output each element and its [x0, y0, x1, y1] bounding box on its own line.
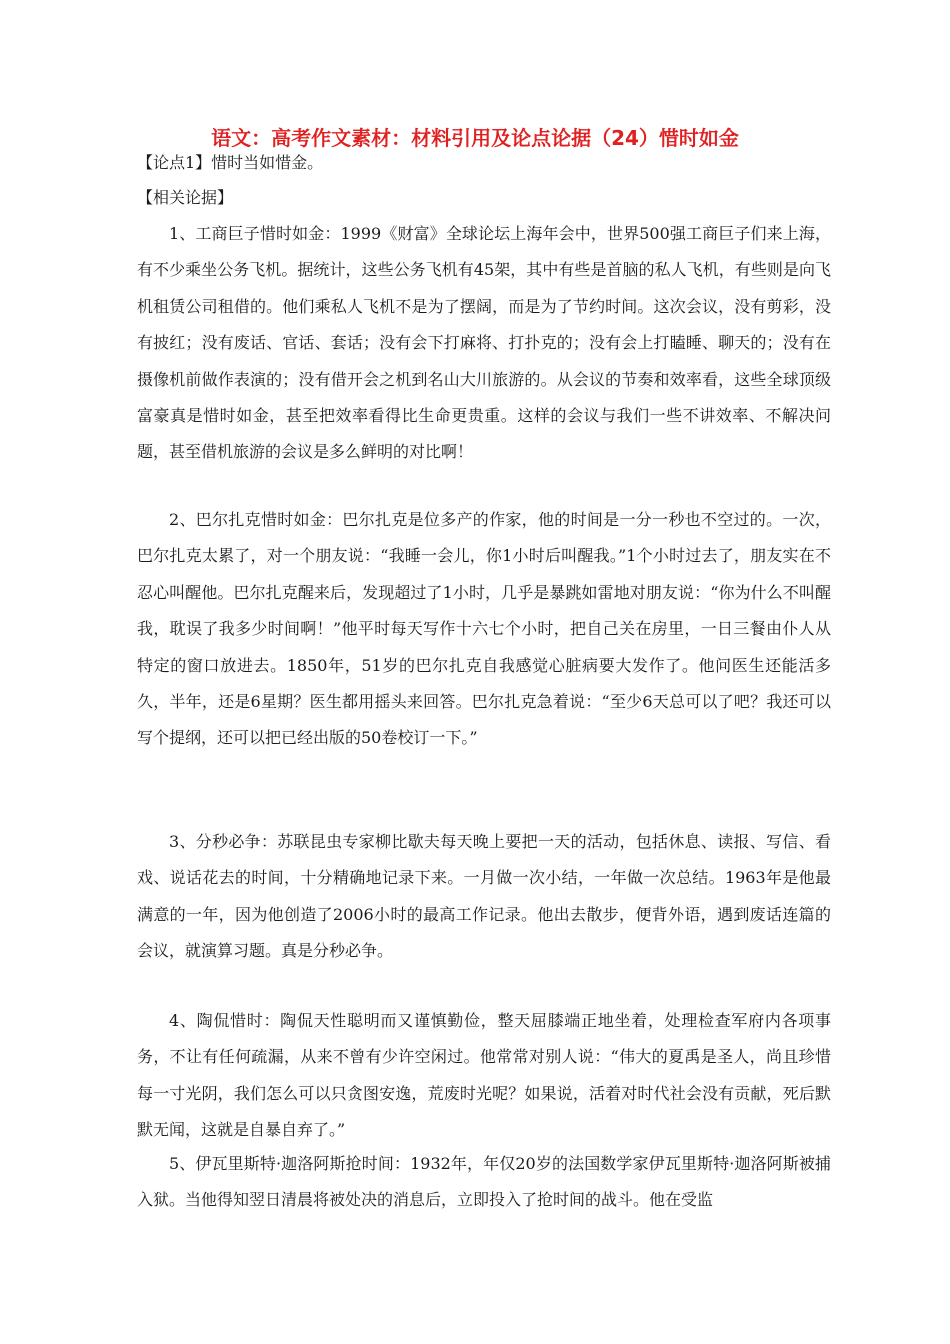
evidence-paragraph-2: 2、巴尔扎克惜时如金：巴尔扎克是位多产的作家，他的时间是一分一秒也不空过的。一次，巴尔扎克太累了，对一个朋友说：“我睡一会儿，你1小时后叫醒我。”1个小时过去了，朋友实在不忍心叫醒他。巴尔扎克醒来后，发现超过了1小时，几乎是暴跳如雷地对朋友说：“你为什么不叫醒我，耽误了我多少时间啊！”他平时每天写作十六七个小时，把自己关在房里，一日三餐由仆人从特定的窗口放进去。1850年，51岁的巴尔扎克自我感觉心脏病要大发作了。他问医生还能活多久，半年，还是6星期？医生都用摇头来回答。巴尔扎克急着说：“至少6天总可以了吧？我还可以写个提纲，还可以把已经出版的50卷校订一下。” [137, 510, 831, 748]
evidence-paragraph-5: 5、伊瓦里斯特·迦洛阿斯抢时间：1932年，年仅20岁的法国数学家伊瓦里斯特·迦洛阿斯被捕入狱。当他得知翌日清晨将被处决的消息后，立即投入了抢时间的战斗。他在受监 [137, 1154, 831, 1210]
evidence-paragraph-3: 3、分秒必争：苏联昆虫专家柳比歇夫每天晚上要把一天的活动，包括休息、读报、写信、看戏、说话花去的时间，十分精确地记录下来。一月做一次小结，一年做一次总结。1963年是他最满意的一年，因为他创造了2006小时的最高工作记录。他出去散步，便背外语，遇到废话连篇的会议，就演算习题。真是分秒必争。 [137, 832, 831, 961]
evidence-paragraph-1: 1、工商巨子惜时如金：1999《财富》全球论坛上海年会中，世界500强工商巨子们来上海，有不少乘坐公务飞机。据统计，这些公务飞机有45架，其中有些是首脑的私人飞机，有些则是向飞机租赁公司租借的。他们乘私人飞机不是为了摆阔，而是为了节约时间。这次会议，没有剪彩，没有披红；没有废话、官话、套话；没有会下打麻将、打扑克的；没有会上打瞌睡、聊天的；没有在摄像机前做作表演的；没有借开会之机到名山大川旅游的。从会议的节奏和效率看，这些全球顶级富豪真是惜时如金，甚至把效率看得比生命更贵重。这样的会议与我们一些不讲效率、不解决问题，甚至借机旅游的会议是多么鲜明的对比啊！ [137, 224, 831, 462]
evidence-paragraph-4: 4、陶侃惜时：陶侃天性聪明而又谨慎勤俭，整天屈膝端正地坐着，处理检查军府内各项事务，不让有任何疏漏，从来不曾有少许空闲过。他常常对别人说：“伟大的夏禹是圣人，尚且珍惜每一寸光阴，我们怎么可以只贪图安逸，荒废时光呢？如果说，活着对时代社会没有贡献，死后默默无闻，这就是自暴自弃了。” [137, 1011, 831, 1140]
evidence-heading: 【相关论据】 [137, 188, 234, 207]
document-title: 语文：高考作文素材：材料引用及论点论据（24）惜时如金 [211, 126, 739, 150]
thesis-statement: 【论点1】惜时当如惜金。 [137, 153, 324, 172]
